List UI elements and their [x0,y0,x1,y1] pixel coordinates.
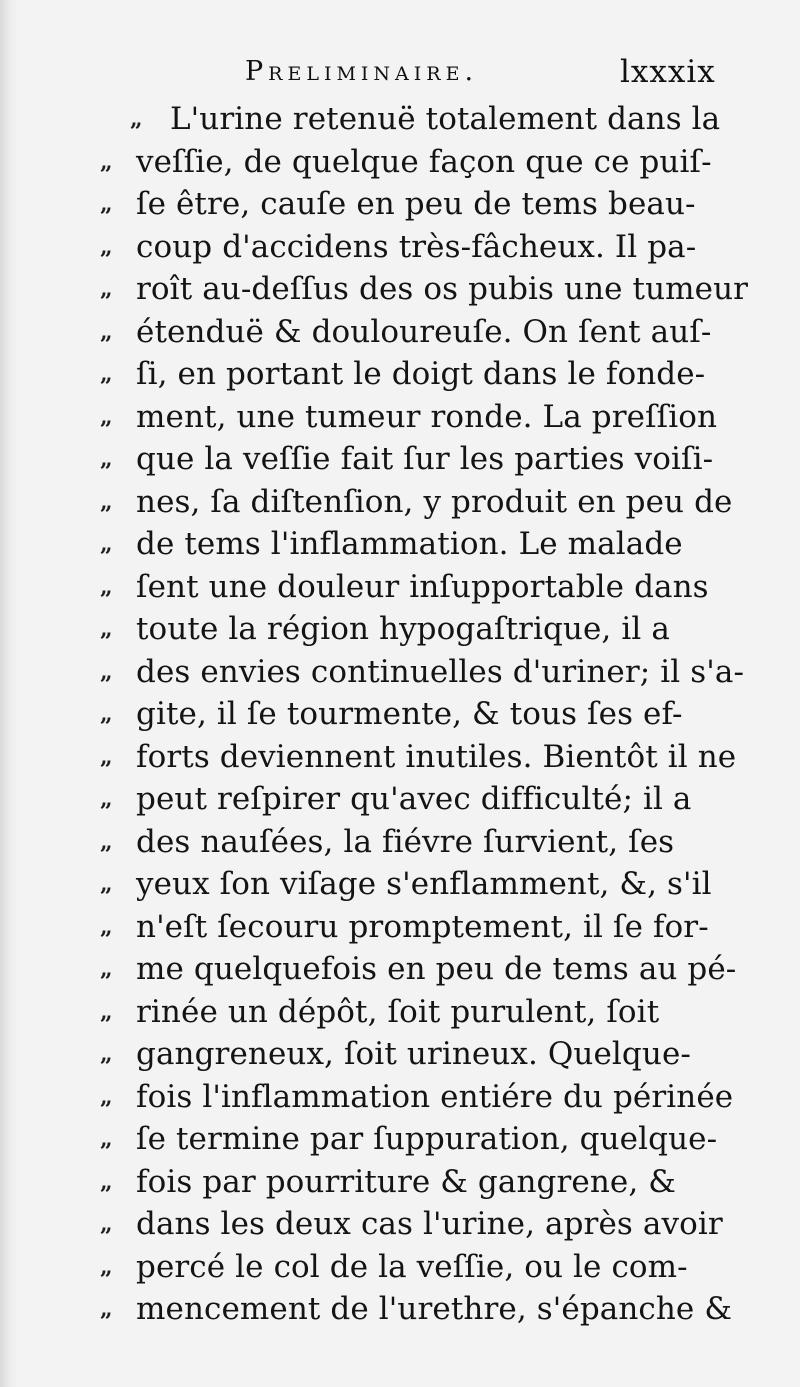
line-text: gite, il ſe tourmente, & tous ſes ef- [136,696,683,732]
text-line [100,1246,760,1289]
text-line [100,523,760,566]
quotation-mark: „ [100,1041,113,1067]
quotation-mark: „ [100,616,113,642]
line-text: ſent une douleur inſupportable dans [136,568,709,605]
body-text [100,98,760,1331]
page-header [0,52,800,96]
line-text: yeux ſon viſage s'enflamment, &, s'il [136,866,712,902]
text-line [100,1076,760,1119]
quotation-mark: „ [100,1296,113,1322]
quotation-mark: „ [130,106,143,132]
line-text: ſi, en portant le doigt dans le fonde- [136,356,706,392]
line-text: forts deviennent inutiles. Bientôt il ne [136,738,737,775]
quotation-mark: „ [100,446,113,472]
line-text: toute la région hypogaſtrique, il a [136,611,670,647]
line-text: ſe être, cauſe en peu de tems beau- [136,186,696,222]
quotation-mark: „ [100,1168,113,1195]
line-text: que la veſſie fait ſur les parties voiſi- [136,441,714,477]
quotation-mark: „ [100,1126,113,1152]
quotation-mark: „ [100,998,113,1025]
text-line [100,948,760,991]
line-text: percé le col de la veſſie, ou le com- [136,1248,688,1285]
text-line [100,1033,760,1076]
text-line [100,778,760,821]
page-gutter-shadow [0,0,18,1387]
text-line [100,821,760,864]
quotation-mark: „ [100,318,113,345]
quotation-mark: „ [100,701,113,727]
line-text: ment, une tumeur ronde. La preſſion [136,398,718,435]
quotation-mark: „ [100,913,113,940]
text-line [100,183,760,226]
text-line [100,693,760,736]
line-text: des nauſées, la fiévre ſurvient, ſes [136,823,675,860]
text-line [100,353,760,396]
line-text: nes, ſa diſtenſion, y produit en peu de [136,483,733,520]
text-line [100,438,760,481]
quotation-mark: „ [100,531,113,557]
quotation-mark: „ [100,233,113,260]
line-text: gangreneux, ſoit urineux. Quelque- [136,1036,691,1072]
quotation-mark: „ [100,743,113,770]
text-line [100,481,760,524]
quotation-mark: „ [100,786,113,812]
line-text: coup d'accidens très-fâcheux. Il pa- [136,228,697,265]
text-line [100,651,760,694]
quotation-mark: „ [100,403,113,430]
line-text: me quelquefois en peu de tems au pé- [136,951,737,987]
text-line [100,141,760,184]
text-line [100,1118,760,1161]
quotation-mark: „ [100,1083,113,1110]
text-line [100,906,760,949]
line-text: des envies continuelles d'uriner; il s'a- [136,653,745,690]
page-number: lxxxix [620,54,716,90]
text-line [100,991,760,1034]
text-line [100,1288,760,1331]
text-line [100,98,760,141]
quotation-mark: „ [100,573,113,600]
line-text: rinée un dépôt, ſoit purulent, ſoit [136,993,660,1030]
text-line [100,566,760,609]
quotation-mark: „ [100,1211,113,1237]
line-text: de tems l'inflammation. Le malade [136,526,683,562]
quotation-mark: „ [100,828,113,855]
text-line [100,608,760,651]
line-text: fois l'inflammation entiére du périnée [136,1078,734,1115]
text-line [100,396,760,439]
text-line [100,863,760,906]
line-text: mencement de l'urethre, s'épanche & [136,1291,733,1327]
text-line [100,268,760,311]
running-title: Preliminaire. [245,56,479,87]
line-text: dans les deux cas l'urine, après avoir [136,1206,723,1242]
text-line [100,311,760,354]
text-line [100,1161,760,1204]
quotation-mark: „ [100,276,113,302]
line-text: étenduë & douloureuſe. On ſent auſ- [136,313,712,350]
quotation-mark: „ [100,658,113,685]
line-text: peut reſpirer qu'avec difficulté; il a [136,781,692,817]
quotation-mark: „ [100,871,113,897]
text-line [100,226,760,269]
quotation-mark: „ [100,148,113,175]
line-text: fois par pourriture & gangrene, & [136,1163,676,1200]
line-text: veſſie, de quelque façon que ce puiſ- [136,143,712,180]
line-text: roît au-deſſus des os pubis une tumeur [136,271,749,307]
quotation-mark: „ [100,488,113,515]
text-line [100,1203,760,1246]
line-text: ſe termine par ſuppuration, quelque- [136,1121,718,1157]
quotation-mark: „ [100,956,113,982]
quotation-mark: „ [100,1253,113,1280]
quotation-mark: „ [100,361,113,387]
line-text: L'urine retenuë totalement dans la [170,101,721,137]
line-text: n'eſt ſecouru promptement, il ſe for- [136,908,709,945]
text-line [100,736,760,779]
quotation-mark: „ [100,191,113,217]
